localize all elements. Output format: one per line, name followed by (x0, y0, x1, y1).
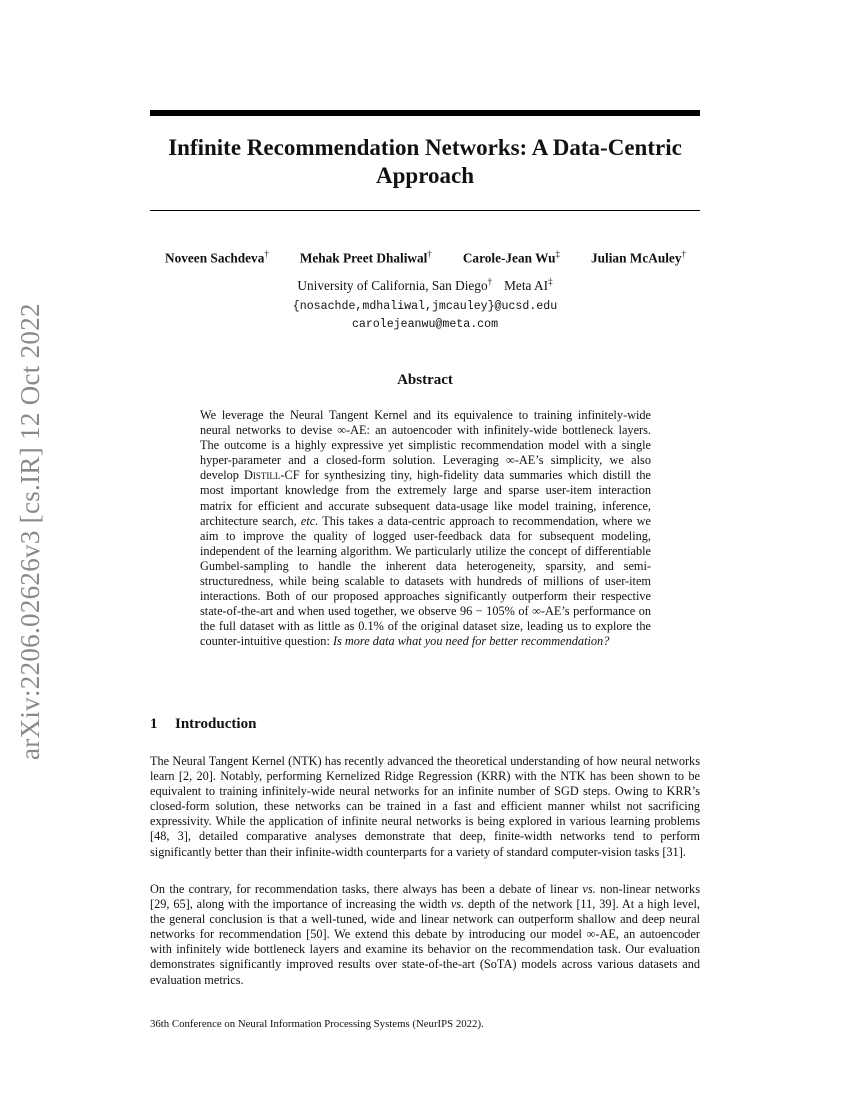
affiliations (150, 277, 700, 294)
affiliation: Meta AI‡ (504, 277, 553, 294)
title-top-rule (150, 110, 700, 116)
abstract-text: We leverage the Neural Tangent Kernel and its equivalence to training infinitely-wide neural networks to devise ∞-AE: an autoencoder with infinitely-wide bottleneck layers. The outcome is a highly expressive yet simplistic recommendation model with a single hyper-parameter and a closed-form solution. Leveraging ∞-AE’s simplicity, we also develop Distill-CF for synthesizing tiny, high-fidelity data summaries which distill the most important knowledge from the extremely large and sparse user-item interaction matrix for efficient and accurate subsequent data-usage like model training, inference, architecture search, etc. This takes a data-centric approach to recommendation, where we aim to improve the quality of logged user-feedback data for subsequent modeling, independent of the learning algorithm. We particularly utilize the concept of differentiable Gumbel-sampling to handle the inherent data heterogeneity, sparsity, and semi-structuredness, while being scalable to datasets with hundreds of millions of user-item interactions. Both of our proposed approaches significantly outperform their respective state-of-the-art and when used together, we observe 96 − 105% of ∞-AE’s performance on the full dataset with as little as 0.1% of the original dataset size, leading us to explore the counter-intuitive question: Is more data what you need for better recommendation? (200, 408, 651, 649)
email-line: {nosachde,mdhaliwal,jmcauley}@ucsd.edu (292, 300, 558, 313)
abstract-heading: Abstract (397, 372, 453, 388)
body-paragraph: The Neural Tangent Kernel (NTK) has recently advanced the theoretical understanding of how neural networks learn [2, 20]. Notably, performing Kernelized Ridge Regression (KRR) with the NTK has been shown to be equivalent to training infinitely-wide neural networks for an infinite number of SGD steps. Owing to KRR’s closed-form solution, these networks can be trained in a fast and efficient manner whilst not sacrificing expressivity. While the application of infinite neural networks is being explored in various learning problems [48, 3], detailed comparative analyses demonstrate that deep, finite-width networks tend to perform significantly better than their infinite-width counterparts for a variety of standard computer-vision tasks [31]. (150, 754, 700, 859)
author: Julian McAuley† (590, 249, 686, 266)
paper-title: Infinite Recommendation Networks: A Data-Centric Approach (168, 135, 682, 188)
email-line: carolejeanwu@meta.com (351, 318, 499, 331)
author: Carole-Jean Wu‡ (462, 249, 561, 266)
arxiv-identifier: arXiv:2206.02626v3 [cs.IR] 12 Oct 2022 (15, 303, 45, 760)
title-bottom-rule (150, 210, 700, 211)
author: Noveen Sachdeva† (165, 249, 269, 266)
body-paragraph: On the contrary, for recommendation tasks, there always has been a debate of linear vs. non-linear networks [29, 65], along with the importance of increasing the width vs. depth of the network [11, 39]. At a high level, the general conclusion is that a well-tuned, wide and linear network can outperform shallow and deep neural networks for recommendation [50]. We extend this debate by introducing our model ∞-AE, an autoencoder with infinitely wide bottleneck layers and examine its behavior on the recommendation task. Our evaluation demonstrates significantly improved results over state-of-the-art (SoTA) models across various datasets and evaluation metrics. (150, 882, 700, 987)
author-list (150, 249, 700, 266)
author: Mehak Preet Dhaliwal† (299, 249, 432, 266)
section-heading: 1 Introduction (150, 716, 257, 732)
conference-footnote: 36th Conference on Neural Information Processing Systems (NeurIPS 2022). (150, 1018, 484, 1030)
affiliation: University of California, San Diego† (297, 277, 493, 294)
